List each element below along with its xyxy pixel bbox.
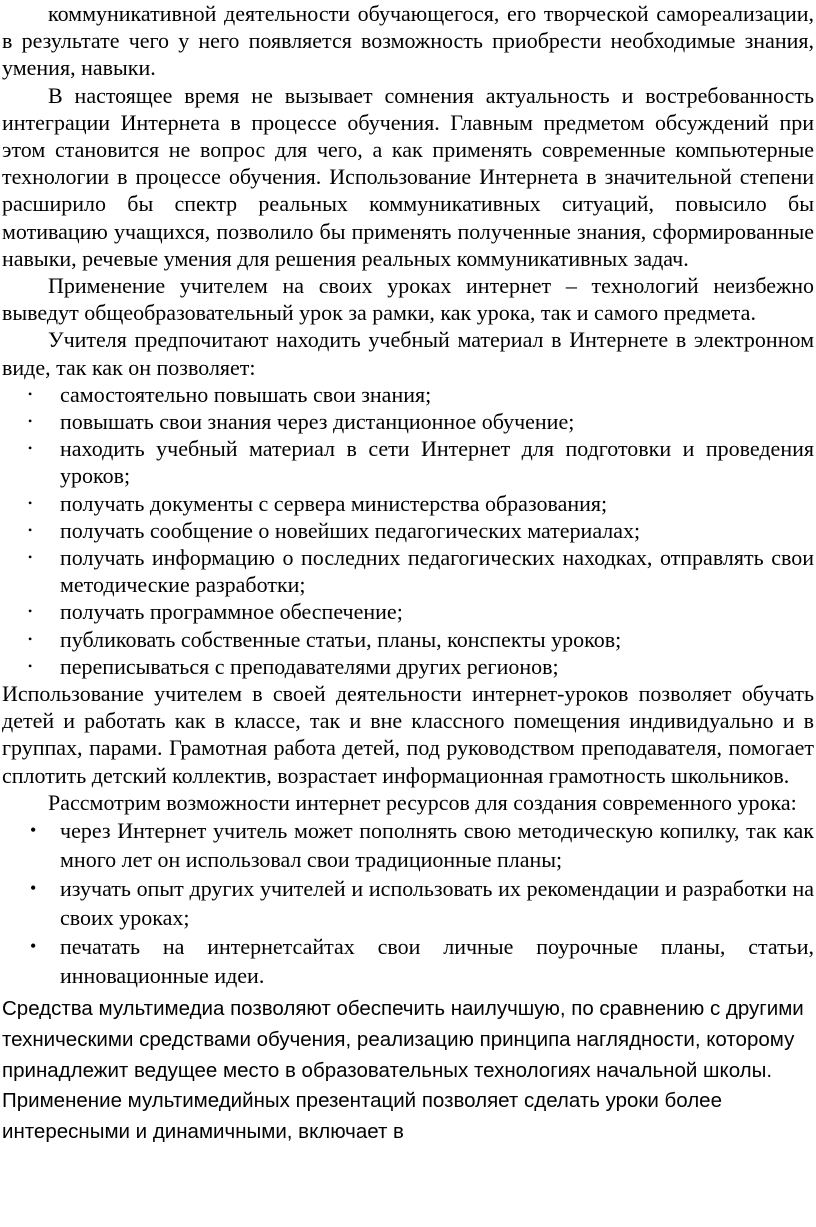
list-item: • повышать свои знания через дистанционное обучение;	[28, 409, 575, 435]
bullet-icon: •	[28, 604, 33, 619]
paragraph-teachers-prefer: Учителя предпочитают находить учебный материал в Интернете в электронном виде, так как он позволяет:	[2, 327, 814, 380]
bullet-icon: •	[30, 878, 37, 899]
bullet-icon: •	[28, 631, 33, 646]
teacher-abilities-list	[2, 381, 814, 680]
paragraph-internet-technologies: Применение учителем на своих уроках интернет – технологий неизбежно выведут общеобразовательный урок за рамки, как урока, так и самого предмета.	[2, 273, 814, 326]
list-item: • переписываться с преподавателями других регионов;	[28, 653, 559, 679]
bullet-icon: •	[28, 658, 33, 673]
bullet-icon: •	[28, 522, 33, 537]
bullet-icon: •	[28, 495, 33, 510]
paragraph-internet-lessons: Использование учителем в своей деятельности интернет-уроков позволяет обучать детей и работать как в классе, так и вне классного помещения индивидуально и в группах, парами. Грамотная работа детей, под руководством преподавателя, помогает сплотить детский коллектив, возрастает информационная грамотность школьников.	[2, 681, 814, 788]
list-item: • получать документы с сервера министерства образования;	[28, 490, 608, 516]
list-item: • самостоятельно повышать свои знания;	[28, 381, 432, 407]
bullet-icon: •	[28, 441, 33, 456]
bullet-icon: •	[28, 414, 33, 429]
list-item: • получать сообщение о новейших педагогических материалах;	[28, 517, 641, 543]
list-item: • получать информацию о последних педагогических находках, отправлять свои методические разработки;	[28, 545, 814, 598]
bullet-icon: •	[30, 936, 37, 957]
list-item: • публиковать собственные статьи, планы, конспекты уроков;	[28, 626, 622, 652]
paragraph-consider-resources: Рассмотрим возможности интернет ресурсов для создания современного урока:	[48, 789, 797, 815]
list-item: • получать программное обеспечение;	[28, 599, 403, 625]
paragraph-multimedia: Средства мультимедиа позволяют обеспечить наилучшую, по сравнению с другими техническими средствами обучения, реализацию принципа наглядности, которому принадлежит ведущее место в образовательных технологиях начальной школы. Применение мультимедийных презентаций позволяет сделать уроки более интересными и динамичными, включает в	[2, 997, 804, 1144]
paragraph-continuation: коммуникативной деятельности обучающегося, его творческой самореализации, в результате чего у него появляется возможность приобрести необходимые знания, умения, навыки.	[2, 1, 814, 81]
bullet-icon: •	[28, 550, 33, 565]
list-item: • печатать на интернетсайтах свои личные поурочные планы, статьи, инновационные идеи.	[30, 934, 814, 989]
list-item: • находить учебный материал в сети Интернет для подготовки и проведения уроков;	[28, 436, 814, 489]
bullet-icon: •	[28, 386, 33, 401]
bullet-icon: •	[30, 820, 37, 841]
resource-possibilities-list	[2, 816, 814, 990]
paragraph-internet-integration: В настоящее время не вызывает сомнения актуальность и востребованность интеграции Интернета в процессе обучения. Главным предметом обсуждений при этом становится не вопрос для чего, а как применять современные компьютерные технологии в процессе обучения. Использование Интернета в значительной степени расширило бы спектр реальных коммуникативных ситуаций, повысило бы мотивацию учащихся, позволило бы применять полученные знания, сформированные навыки, речевые умения для решения реальных коммуникативных задач.	[2, 82, 814, 271]
list-item: • через Интернет учитель может пополнять свою методическую копилку, так как много лет он использовал свои традиционные планы;	[30, 818, 814, 873]
list-item: • изучать опыт других учителей и использовать их рекомендации и разработки на своих уроках;	[30, 876, 814, 931]
